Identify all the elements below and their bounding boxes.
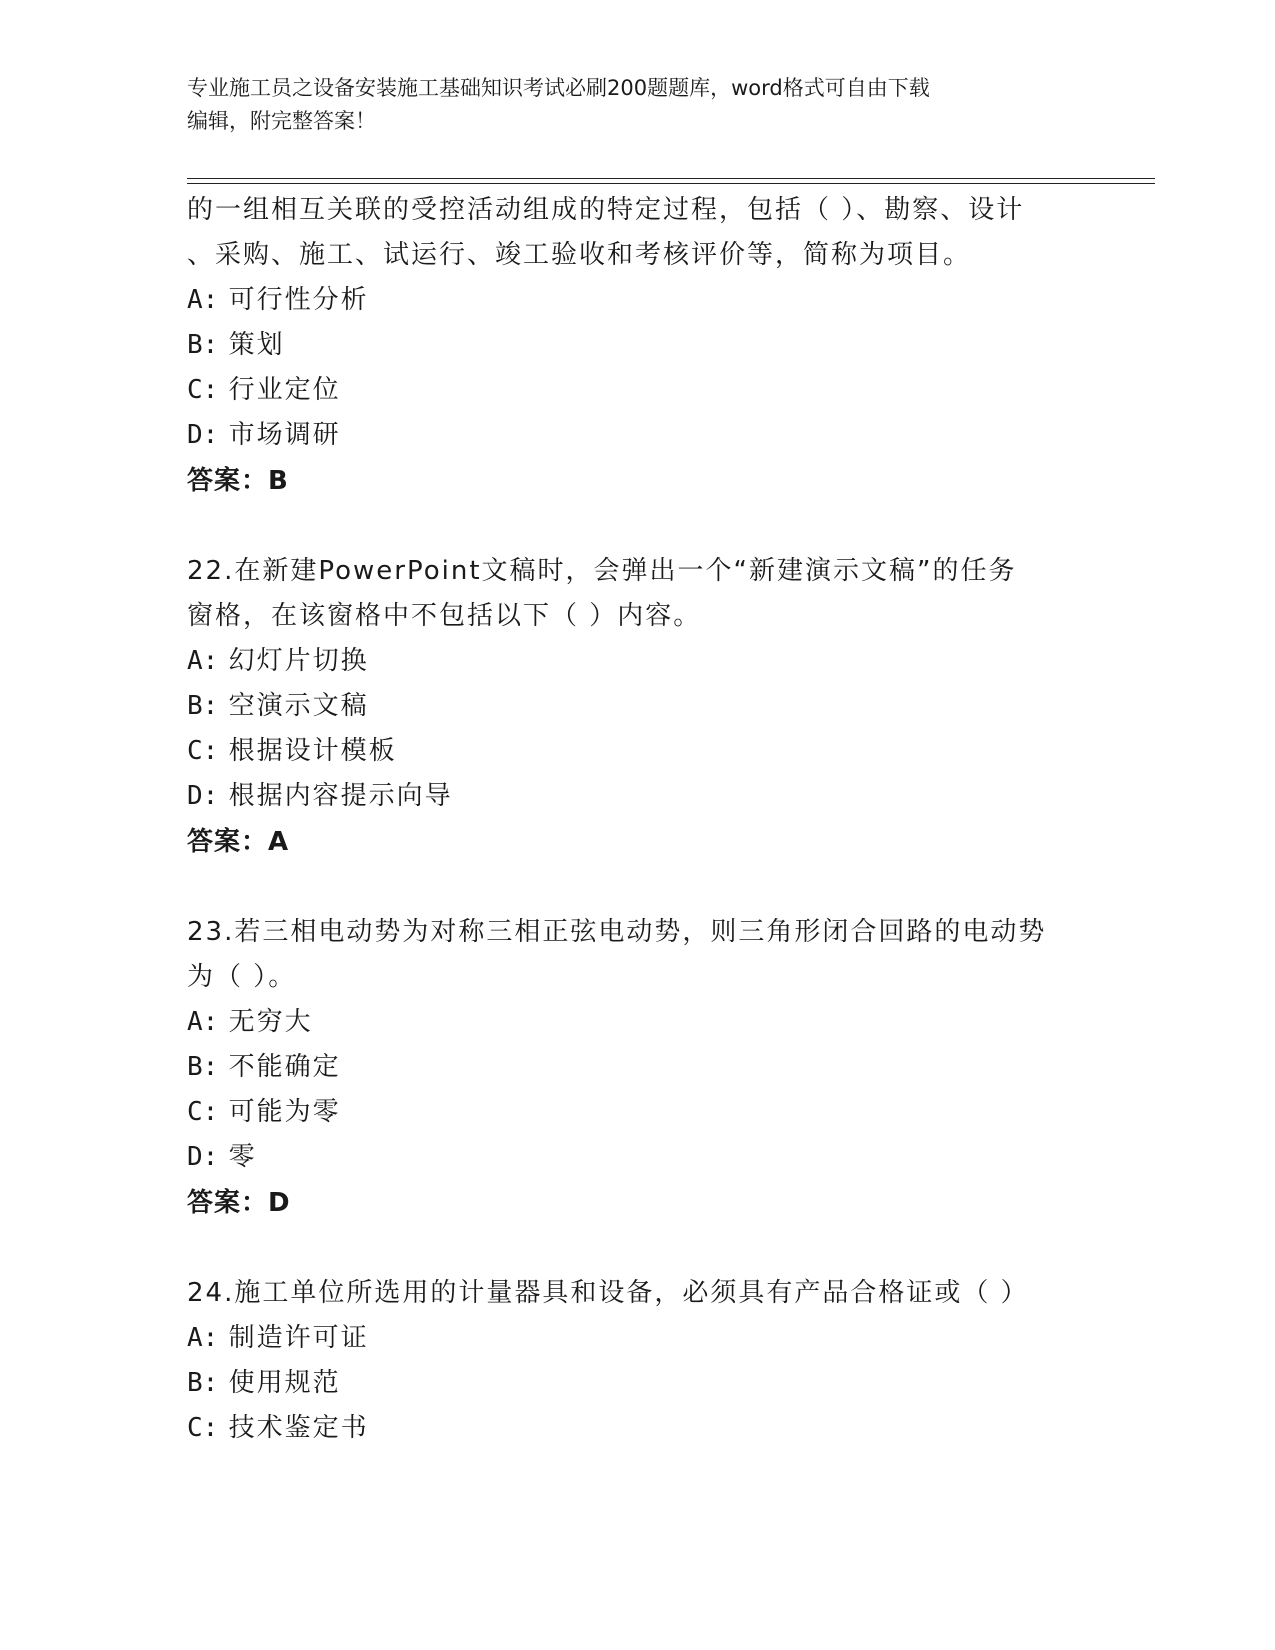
option-c — [187, 1406, 1087, 1451]
option-letter: B: — [187, 691, 219, 721]
spacer — [187, 1226, 1087, 1271]
option-text: 无穷大 — [228, 1007, 313, 1037]
option-text: 使用规范 — [228, 1368, 341, 1398]
option-text: 行业定位 — [228, 375, 341, 405]
option-c — [187, 1090, 1087, 1135]
option-letter: A: — [187, 285, 219, 315]
option-text: 不能确定 — [228, 1052, 341, 1082]
option-text: 零 — [228, 1142, 257, 1172]
spacer — [187, 504, 1087, 549]
question-stem: 23.若三相电动势为对称三相正弦电动势，则三角形闭合回路的电动势 — [187, 917, 1047, 947]
option-letter: B: — [187, 1368, 219, 1398]
option-letter: C: — [187, 1413, 219, 1443]
option-a — [187, 278, 1087, 323]
option-d — [187, 413, 1087, 458]
question-stem: 、采购、施工、试运行、竣工验收和考核评价等，简称为项目。 — [187, 240, 972, 270]
option-letter: D: — [187, 420, 219, 450]
option-a — [187, 639, 1087, 684]
option-letter: D: — [187, 1142, 219, 1172]
option-b — [187, 1361, 1087, 1406]
option-text: 空演示文稿 — [228, 691, 369, 721]
option-letter: A: — [187, 1323, 219, 1353]
option-text: 市场调研 — [228, 420, 341, 450]
option-letter: B: — [187, 330, 219, 360]
header-title-line-2: 编辑，附完整答案！ — [187, 109, 376, 133]
header-rule-top — [187, 178, 1155, 179]
option-letter: A: — [187, 646, 219, 676]
question-stem: 22.在新建PowerPoint文稿时，会弹出一个“新建演示文稿”的任务 — [187, 556, 1017, 586]
option-d — [187, 774, 1087, 819]
option-b — [187, 1045, 1087, 1090]
question-stem: 为（ ）。 — [187, 962, 297, 992]
option-b — [187, 323, 1087, 368]
option-text: 可行性分析 — [228, 285, 369, 315]
option-letter: B: — [187, 1052, 219, 1082]
option-letter: D: — [187, 781, 219, 811]
question-stem: 窗格，在该窗格中不包括以下（ ）内容。 — [187, 601, 702, 631]
question-list — [187, 188, 1087, 1451]
option-d — [187, 1135, 1087, 1180]
question-23 — [187, 910, 1087, 1226]
option-c — [187, 368, 1087, 413]
answer: 答案：D — [187, 1188, 291, 1218]
document-header — [187, 72, 1087, 138]
header-rule-bottom — [187, 183, 1155, 184]
option-letter: C: — [187, 736, 219, 766]
answer: 答案：A — [187, 827, 290, 857]
option-a — [187, 1000, 1087, 1045]
option-a — [187, 1316, 1087, 1361]
option-letter: C: — [187, 375, 219, 405]
option-text: 根据内容提示向导 — [228, 781, 453, 811]
option-text: 技术鉴定书 — [228, 1413, 369, 1443]
option-text: 根据设计模板 — [228, 736, 397, 766]
option-b — [187, 684, 1087, 729]
option-c — [187, 729, 1087, 774]
question-21 — [187, 188, 1087, 504]
option-letter: C: — [187, 1097, 219, 1127]
option-text: 制造许可证 — [228, 1323, 369, 1353]
question-stem: 的一组相互关联的受控活动组成的特定过程，包括（ ）、勘察、设计 — [187, 195, 1025, 225]
spacer — [187, 865, 1087, 910]
answer: 答案：B — [187, 466, 289, 496]
question-24 — [187, 1271, 1087, 1451]
option-text: 幻灯片切换 — [228, 646, 369, 676]
question-22 — [187, 549, 1087, 865]
option-text: 可能为零 — [228, 1097, 341, 1127]
option-text: 策划 — [228, 330, 285, 360]
question-stem: 24.施工单位所选用的计量器具和设备，必须具有产品合格证或（ ） — [187, 1278, 1029, 1308]
header-title-line-1: 专业施工员之设备安装施工基础知识考试必刷200题题库，word格式可自由下载 — [187, 76, 930, 100]
option-letter: A: — [187, 1007, 219, 1037]
